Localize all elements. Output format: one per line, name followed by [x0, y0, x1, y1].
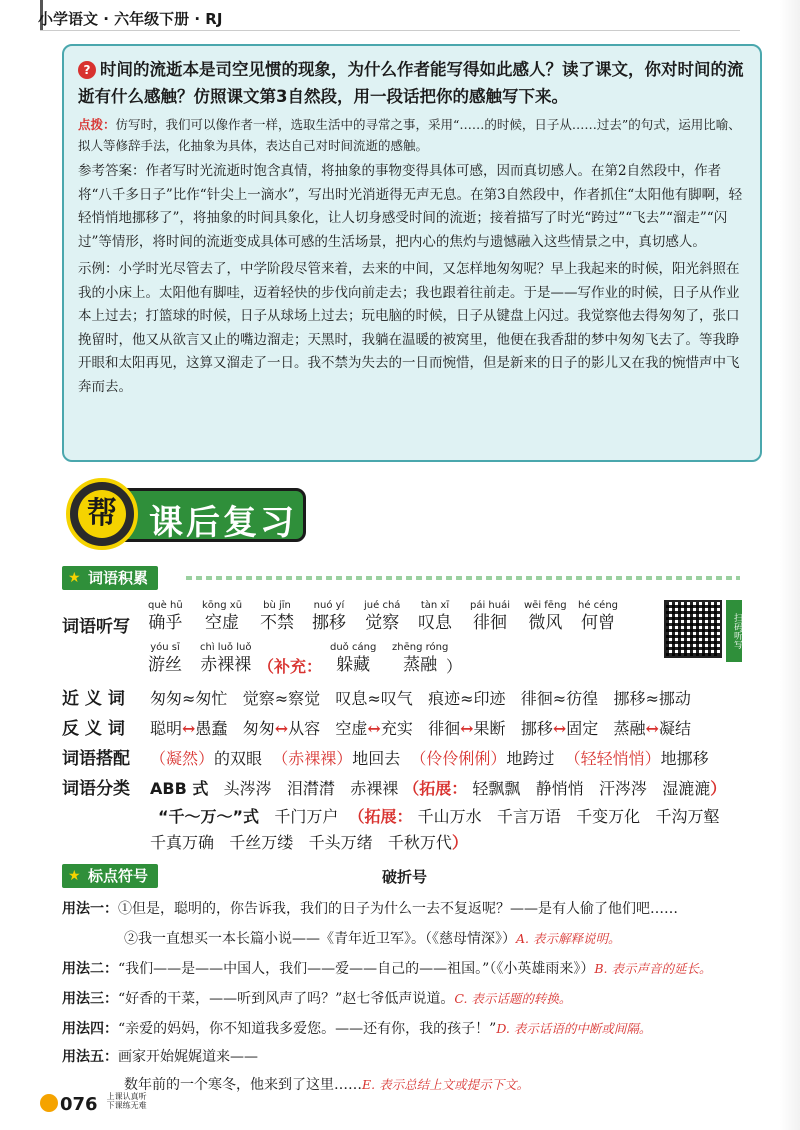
- hanzi: 蒸融: [403, 655, 438, 675]
- pinyin: wēi fēng: [524, 600, 567, 611]
- pinyin: tàn xī: [420, 600, 450, 611]
- supplement-label: （补充：: [258, 657, 323, 676]
- usage-text: “我们——是——中国人，我们——爱——自己的——祖国。”（《小英雄雨来》）: [118, 961, 595, 977]
- usage-label: 用法五：: [62, 1049, 118, 1065]
- qian-row-2: [150, 830, 468, 853]
- pinyin: hé céng: [578, 600, 619, 611]
- page-number: 076: [60, 1094, 98, 1115]
- abb-ext-word: 湿漉漉: [662, 779, 711, 798]
- pinyin: bù jīn: [263, 600, 291, 611]
- usage-text: ②我一直想买一本长篇小说——《青年近卫军》。（《慈母情深》）: [124, 931, 516, 947]
- header-rule: [40, 30, 740, 31]
- collocation-fill: （赤裸裸）: [272, 749, 353, 768]
- page-badge-icon: [40, 1094, 58, 1112]
- page-edge: [780, 0, 800, 1130]
- abb-word: 赤裸裸: [350, 779, 399, 798]
- dictation-word: [524, 600, 567, 634]
- hanzi: 空虚: [205, 613, 240, 633]
- collocations: [150, 746, 709, 769]
- dictation-word: [470, 600, 510, 634]
- abb-word: 头涔涔: [223, 779, 272, 798]
- synonyms-label: 近 义 词: [62, 689, 125, 709]
- punct-section-header: [62, 864, 158, 888]
- pinyin: nuó yí: [313, 600, 345, 611]
- expand-label: （拓展：: [403, 779, 468, 798]
- double-arrow-icon: ↔: [460, 719, 474, 738]
- collocation-fill: （伶伶俐俐）: [410, 749, 507, 768]
- expand-label: （拓展：: [348, 807, 413, 826]
- hanzi: 微风: [528, 613, 563, 633]
- usage-label: 用法二：: [62, 961, 118, 977]
- abb-ext-word: 汗涔涔: [598, 779, 647, 798]
- answer-text: 参考答案：作者写时光流逝时饱含真情，将抽象的事物变得具体可感，因而真切感人。在第2自然段中，作者将“八千多日子”比作“针尖上一滴水”，写出时光消逝得无声无息。在第3自然段中，作者抓住“太阳他有脚啊，轻轻悄悄地挪移了”，将抽象的时间具象化，让人切身感受时间的流逝；接着描写了时光“跨过”“飞去”“溜走”“闪过”等情形，将时间的流逝变成具体可感的生活场景，把内心的焦灼与遗憾融入这些情景之中，真切感人。: [78, 163, 743, 250]
- antonym-a: 蒸融: [613, 719, 646, 738]
- usage-text: “好香的干菜，——听到风声了吗？”赵七爷低声说道。: [118, 991, 455, 1007]
- footer-note: [107, 1092, 147, 1110]
- collocation-rest: 的双眼: [214, 749, 263, 768]
- synonym-pair: 匆匆≈匆忙: [150, 689, 228, 708]
- supplement-word: [392, 642, 448, 676]
- usage-1a: [62, 898, 678, 918]
- question-text: 时间的流逝本是司空见惯的现象，为什么作者能写得如此感人？读了课文，你对时间的流逝有什么感触？仿照课文第3自然段，用一段话把你的感触写下来。: [78, 60, 744, 106]
- pinyin: jué chá: [364, 600, 401, 611]
- qian-ext-word: 千头万绪: [308, 833, 373, 852]
- vocab-section-title: 词语积累: [88, 569, 149, 587]
- qian-ext-word: 千变万化: [576, 807, 641, 826]
- hanzi: 确乎: [148, 613, 183, 633]
- usage-2: [62, 958, 711, 978]
- dictation-word: [148, 600, 183, 634]
- antonyms-label: 反 义 词: [62, 719, 125, 739]
- antonym-b: 从容: [288, 719, 321, 738]
- usage-label: 用法三：: [62, 991, 118, 1007]
- abb-row: [150, 776, 726, 799]
- usage-text: ①但是，聪明的，你告诉我，我们的日子为什么一去不复返呢？——是有人偷了他们吧……: [118, 901, 678, 917]
- pinyin: duǒ cáng: [330, 642, 377, 653]
- supplement-close: ）: [446, 657, 463, 676]
- qian-ext-word: 千真万确: [150, 833, 215, 852]
- dictation-word: [312, 600, 346, 634]
- collocation-label: 词语搭配: [62, 749, 130, 769]
- usage-3: [62, 988, 571, 1008]
- question: [78, 56, 746, 110]
- dictation-word: [202, 600, 242, 634]
- usage-label: 用法一：: [62, 901, 118, 917]
- usage-5b: [124, 1074, 529, 1094]
- classify-label: 词语分类: [62, 779, 130, 799]
- synonym-pair: 觉察≈察觉: [242, 689, 321, 708]
- usage-note: C. 表示话题的转换。: [454, 991, 572, 1006]
- usage-text: “亲爱的妈妈，你不知道我多爱您。——还有你，我的孩子！”: [118, 1021, 497, 1037]
- qr-tab[interactable]: 扫码听写: [726, 600, 742, 662]
- reference-answer: [78, 160, 746, 399]
- qr-code-icon[interactable]: [664, 600, 722, 658]
- hanzi: 不禁: [260, 613, 294, 633]
- page-header: 小学语文 · 六年级下册 · RJ: [38, 10, 223, 28]
- synonyms: [150, 686, 691, 709]
- dictation-label: 词语听写: [62, 617, 130, 637]
- section-rule: [186, 576, 740, 580]
- qian-ext-word: 千山万水: [417, 807, 482, 826]
- dictation-word: [418, 600, 452, 634]
- pinyin: kōng xū: [202, 600, 243, 611]
- banner-title: 课后复习: [149, 503, 297, 543]
- antonym-a: 匆匆: [242, 719, 275, 738]
- punct-section-title: 标点符号: [88, 867, 149, 885]
- dictation-word: [578, 600, 618, 634]
- usage-text: 数年前的一个寒冬，他来到了这里……: [124, 1077, 362, 1093]
- antonym-b: 固定: [566, 719, 599, 738]
- star-icon: ★: [68, 570, 81, 586]
- pinyin: chì luǒ luǒ: [200, 642, 252, 653]
- abb-label: ABB 式: [150, 779, 209, 798]
- bang-char: 帮: [78, 490, 126, 538]
- usage-note: A. 表示解释说明。: [516, 931, 621, 946]
- star-icon: ★: [68, 868, 81, 884]
- hint: [78, 114, 746, 156]
- qian-ext-word: 千言万语: [496, 807, 561, 826]
- question-icon: ?: [78, 61, 96, 79]
- footer-note-2: 下课练无难: [106, 1101, 147, 1110]
- hanzi: 觉察: [365, 613, 400, 633]
- dictation-word: [260, 600, 294, 634]
- abb-ext-word: 静悄悄: [535, 779, 584, 798]
- pinyin: què hū: [148, 600, 183, 611]
- collocation-fill: （凝然）: [150, 749, 215, 768]
- hanzi: 挪移: [312, 613, 346, 633]
- double-arrow-icon: ↔: [274, 719, 289, 738]
- collocation-rest: 地挪移: [660, 749, 709, 768]
- pinyin: pái huái: [470, 600, 511, 611]
- hanzi: 徘徊: [473, 613, 507, 633]
- usage-note: B. 表示声音的延长。: [594, 961, 712, 976]
- double-arrow-icon: ↔: [367, 719, 381, 738]
- qian-label: “千～万～”式: [158, 807, 260, 826]
- hint-label: 点拨：: [78, 117, 116, 132]
- qian-word: 千门万户: [274, 807, 339, 826]
- footer-note-1: 上课认真听: [106, 1092, 147, 1101]
- banner-bar: [122, 488, 306, 542]
- usage-label: 用法四：: [62, 1021, 118, 1037]
- double-arrow-icon: ↔: [182, 719, 196, 738]
- qian-row: [158, 804, 719, 827]
- abb-word: 泪潸潸: [286, 779, 335, 798]
- vocab-section-header: [62, 566, 158, 590]
- hanzi: 赤裸裸: [200, 655, 252, 675]
- antonym-a: 挪移: [520, 719, 553, 738]
- qian-ext-word: 千沟万壑: [655, 807, 720, 826]
- close-paren: ）: [710, 779, 727, 798]
- synonym-pair: 叹息≈叹气: [335, 689, 413, 708]
- hanzi: 游丝: [148, 655, 182, 675]
- review-banner: [66, 478, 306, 550]
- footer: [40, 1092, 147, 1115]
- punct-title: 破折号: [382, 868, 428, 886]
- usage-4: [62, 1018, 651, 1038]
- bang-badge: [66, 478, 138, 550]
- antonym-b: 果断: [473, 719, 506, 738]
- answer-box: [62, 44, 762, 462]
- abb-ext-word: 轻飘飘: [472, 779, 521, 798]
- usage-1b: [124, 928, 620, 948]
- collocation-rest: 地回去: [352, 749, 401, 768]
- usage-text: 画家开始娓娓道来——: [118, 1049, 258, 1065]
- antonym-a: 聪明: [150, 719, 183, 738]
- dictation-word: [200, 642, 251, 676]
- double-arrow-icon: ↔: [645, 719, 659, 738]
- antonym-a: 空虚: [335, 719, 368, 738]
- synonym-pair: 痕迹≈印迹: [428, 689, 506, 708]
- collocation-fill: （轻轻悄悄）: [564, 749, 661, 768]
- synonym-pair: 徘徊≈彷徨: [520, 689, 599, 708]
- antonyms: [150, 716, 691, 739]
- hanzi: 何曾: [581, 613, 615, 633]
- pinyin: yóu sī: [150, 642, 180, 653]
- qian-ext-word: 千丝万缕: [229, 833, 294, 852]
- usage-note: D. 表示话语的中断或间隔。: [496, 1021, 652, 1036]
- collocation-rest: 地跨过: [506, 749, 555, 768]
- dictation-word: [148, 642, 182, 676]
- dictation-word: [364, 600, 400, 634]
- close-paren: ）: [451, 833, 468, 852]
- usage-note: E. 表示总结上文或提示下文。: [362, 1077, 530, 1092]
- antonym-a: 徘徊: [428, 719, 461, 738]
- antonym-b: 凝结: [658, 719, 691, 738]
- hanzi: 叹息: [418, 613, 452, 633]
- pinyin: zhēng róng: [392, 642, 449, 653]
- hanzi: 躲藏: [336, 655, 371, 675]
- usage-5a: [62, 1046, 258, 1066]
- antonym-b: 愚蠢: [195, 719, 228, 738]
- synonym-pair: 挪移≈挪动: [613, 689, 691, 708]
- supplement-word: [330, 642, 376, 676]
- antonym-b: 充实: [380, 719, 413, 738]
- double-arrow-icon: ↔: [552, 719, 567, 738]
- hint-text: 仿写时，我们可以像作者一样，选取生活中的寻常之事，采用“……的时候，日子从……过去”的句式，运用比喻、拟人等修辞手法，化抽象为具体，表达自己对时间流逝的感触。: [78, 117, 741, 153]
- example-text: 示例：小学时光尽管去了，中学阶段尽管来着，去来的中间，又怎样地匆匆呢？早上我起来的时候，阳光斜照在我的小床上。太阳他有脚哇，迈着轻快的步伐向前走去；我也跟着往前走。于是——写作业的时候，日子从作业本上过去；打篮球的时候，日子从球场上过去；玩电脑的时候，日子从键盘上闪过。我觉察他去得匆匆了，张口挽留时，他又从欲言又止的嘴边溜走；天黑时，我躺在温暖的被窝里，他便在我香甜的梦中匆匆飞去了。等我睁开眼和太阳再见，这算又溜走了一日。我不禁为失去的一日而惋惜，但是新来的日子的影儿又在我的惋惜声中飞奔而去。: [78, 261, 740, 395]
- qian-ext-word: 千秋万代: [387, 833, 452, 852]
